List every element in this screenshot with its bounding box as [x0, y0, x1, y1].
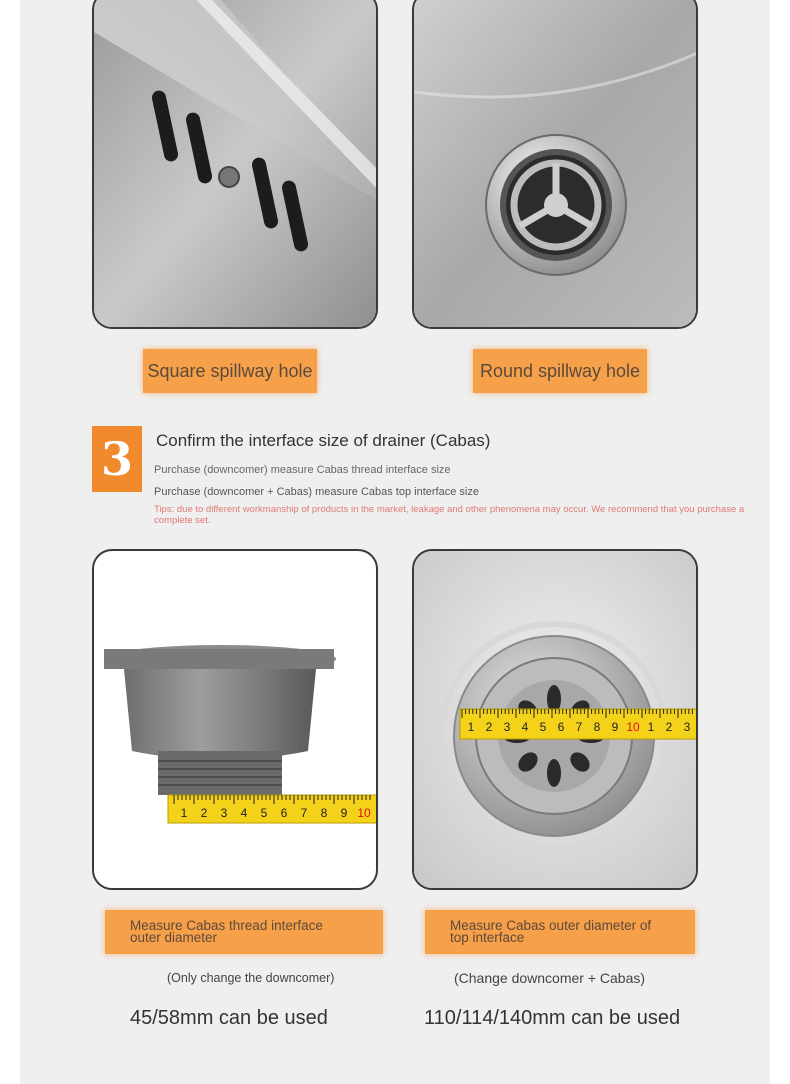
section-title: Confirm the interface size of drainer (Cabas): [156, 431, 491, 450]
tape-right-digit: 8: [593, 720, 601, 734]
tape-right-digit: 3: [683, 720, 691, 734]
tape-left-digit: 9: [340, 806, 348, 820]
tape-left-digit: 2: [200, 806, 208, 820]
tape-right-digit: 4: [521, 720, 529, 734]
tape-right-digit: 6: [557, 720, 565, 734]
top-interface-measure-label: Measure Cabas outer diameter of top interface: [425, 910, 695, 954]
tape-right-digit: 2: [485, 720, 493, 734]
downcomer-only-note: (Only change the downcomer): [167, 971, 335, 985]
tape-left-digit: 3: [220, 806, 228, 820]
purchase-note-downcomer-cabas: Purchase (downcomer + Cabas) measure Cabas top interface size: [154, 486, 479, 498]
round-spillway-photo: [412, 0, 698, 329]
tape-right-digit: 5: [539, 720, 547, 734]
tape-left-digit: 1: [180, 806, 188, 820]
step-number-badge: 3: [92, 426, 142, 492]
top-size-result: 110/114/140mm can be used: [424, 1007, 681, 1029]
round-spillway-label: Round spillway hole: [473, 349, 647, 393]
thread-measure-label: Measure Cabas thread interface outer diameter: [105, 910, 383, 954]
tape-left-digit: 7: [300, 806, 308, 820]
tape-left-digit: 8: [320, 806, 328, 820]
tape-left-digit: 6: [280, 806, 288, 820]
tape-right-digit: 2: [665, 720, 673, 734]
tape-left-digit: 10: [357, 806, 371, 820]
tape-left-digit: 4: [240, 806, 248, 820]
tape-right-digit: 1: [467, 720, 475, 734]
thread-size-result: 45/58mm can be used: [130, 1007, 328, 1029]
tip-text: Tips: due to different workmanship of products in the market, leakage and other phenomena may occur. We recommend that you purchase a complete set.: [154, 504, 745, 526]
thread-measure-photo: [92, 549, 378, 890]
tape-right-digit: 3: [503, 720, 511, 734]
tape-left-digit: 5: [260, 806, 268, 820]
tape-right-digit: 10: [626, 720, 640, 734]
top-interface-measure-photo: [412, 549, 698, 890]
downcomer-cabas-note: (Change downcomer + Cabas): [454, 970, 646, 986]
tape-right-digit: 9: [611, 720, 619, 734]
tape-right-digit: 1: [647, 720, 655, 734]
square-spillway-photo: [92, 0, 378, 329]
tape-right-digit: 7: [575, 720, 583, 734]
purchase-note-downcomer: Purchase (downcomer) measure Cabas thread interface size: [154, 464, 451, 476]
square-spillway-label: Square spillway hole: [143, 349, 317, 393]
